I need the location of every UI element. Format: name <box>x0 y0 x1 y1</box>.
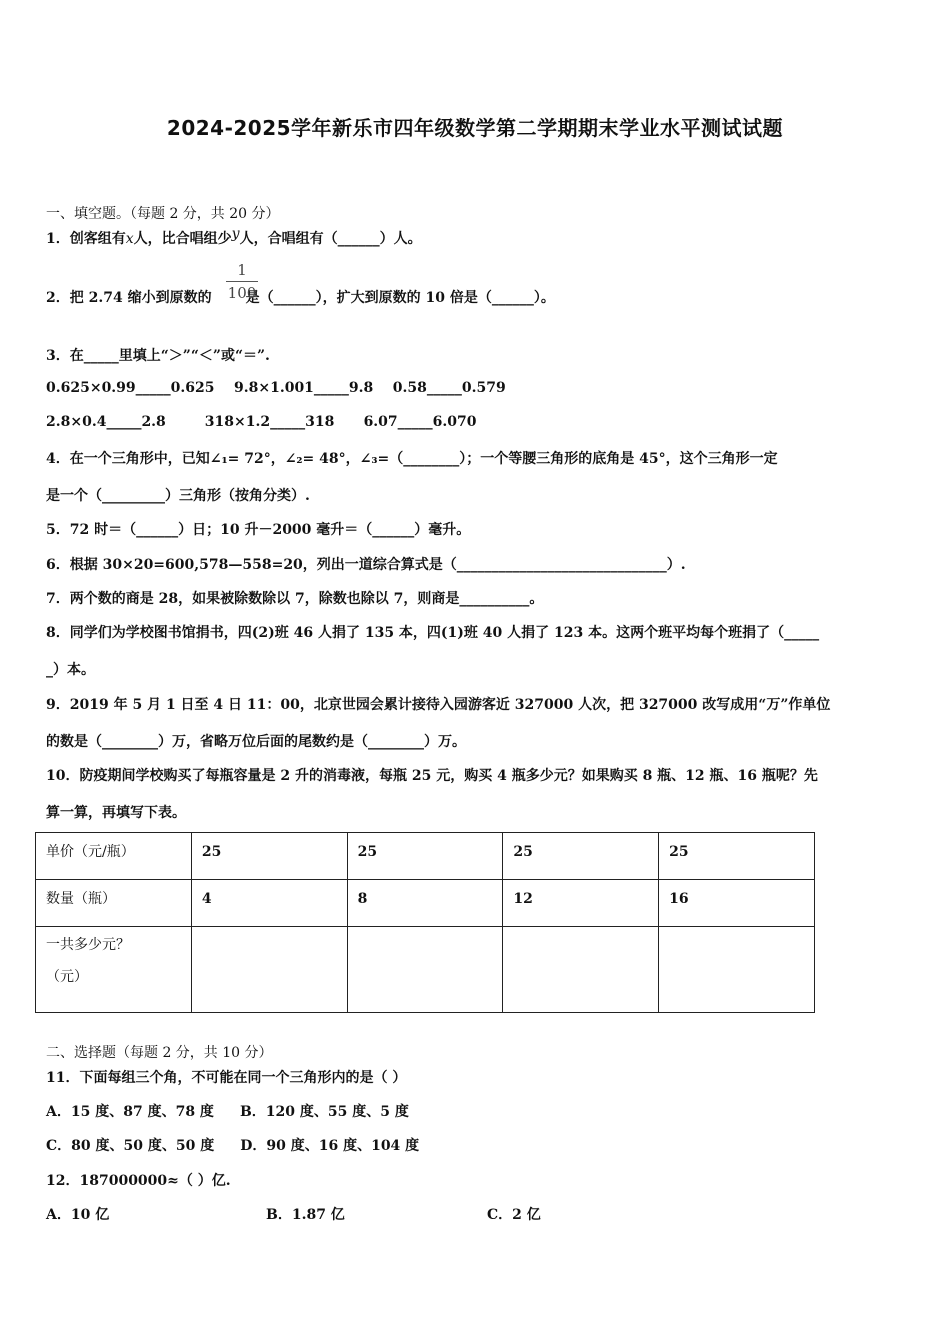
fraction-one-hundredth <box>226 260 258 303</box>
answer-cell[interactable] <box>659 927 815 1013</box>
q1-var-x: x <box>125 231 134 247</box>
table-cell: 25 <box>659 833 815 880</box>
table-cell: 25 <box>347 833 503 880</box>
q1-var-y: y <box>231 226 240 242</box>
question-6: 6．根据 30×20=600,578—558=20，列出一道综合算式是（______________________________）. <box>46 557 686 573</box>
fraction-bar <box>226 281 258 282</box>
question-9-line-2: 的数是（________）万，省略万位后面的尾数约是（________）万。 <box>46 734 466 750</box>
section-1-heading: 一、填空题。（每题 2 分，共 20 分） <box>46 206 280 222</box>
table-row-unit-price <box>36 833 815 880</box>
question-3-stem: 3．在_____里填上“＞”“＜”或“＝”. <box>46 348 270 364</box>
answer-cell[interactable] <box>503 927 659 1013</box>
q11-option-c: C．80 度、50 度、50 度 <box>46 1138 215 1154</box>
q2-part-b: 是（______），扩大到原数的 10 倍是（______）。 <box>245 290 555 306</box>
question-3-row-1: 0.625×0.99_____0.625 9.8×1.001_____9.8 0.58_____0.579 <box>46 380 506 396</box>
table-cell: 12 <box>503 880 659 927</box>
price-table <box>35 832 815 1013</box>
question-4-line-2: 是一个（_________）三角形（按角分类）. <box>46 488 310 504</box>
question-2 <box>46 287 555 307</box>
question-11-options-2 <box>46 1135 419 1155</box>
table-cell: 25 <box>503 833 659 880</box>
answer-cell[interactable] <box>347 927 503 1013</box>
table-row-total <box>36 927 815 1013</box>
fraction-denominator: 100 <box>227 284 257 302</box>
answer-cell[interactable] <box>191 927 347 1013</box>
question-8-line-1: 8．同学们为学校图书馆捐书，四(2)班 46 人捐了 135 本，四(1)班 40 人捐了 123 本。这两个班平均每个班捐了（_____ <box>46 625 820 641</box>
q1-part-b: 人，比合唱组少 <box>133 231 232 247</box>
q12-option-c: C．2 亿 <box>487 1207 541 1223</box>
question-11-stem: 11．下面每组三个角，不可能在同一个三角形内的是（ ） <box>46 1070 407 1086</box>
question-1 <box>46 228 422 248</box>
q1-part-c: 人，合唱组有（______）人。 <box>239 231 422 247</box>
row-label-unit-price: 单价（元/瓶） <box>36 833 192 880</box>
question-8-line-2: _）本。 <box>46 662 95 678</box>
q1-part-a: 1．创客组有 <box>46 231 126 247</box>
row-label-total-line-2: （元） <box>46 969 88 985</box>
q2-part-a: 2．把 2.74 缩小到原数的 <box>46 290 212 306</box>
fraction-numerator: 1 <box>237 261 247 279</box>
table-cell: 16 <box>659 880 815 927</box>
row-label-quantity: 数量（瓶） <box>36 880 192 927</box>
question-4-line-1: 4．在一个三角形中，已知∠₁= 72°，∠₂= 48°，∠₃=（________）；一个等腰三角形的底角是 45°，这个三角形一定 <box>46 451 778 467</box>
question-3-row-2: 2.8×0.4_____2.8 318×1.2_____318 6.07_____6.070 <box>46 414 477 430</box>
table-cell: 4 <box>191 880 347 927</box>
question-10-line-2: 算一算，再填写下表。 <box>46 805 186 821</box>
row-label-total <box>36 927 192 1013</box>
page-title: 2024-2025学年新乐市四年级数学第二学期期末学业水平测试试题 <box>166 116 784 140</box>
table-row-quantity <box>36 880 815 927</box>
q11-option-a: A．15 度、87 度、78 度 <box>46 1104 214 1120</box>
q11-option-b: B．120 度、55 度、5 度 <box>239 1104 409 1120</box>
question-12-stem: 12．187000000≈（ ）亿. <box>46 1173 231 1189</box>
question-9-line-1: 9．2019 年 5 月 1 日至 4 日 11：00，北京世园会累计接待入园游客近 327000 人次，把 327000 改写成用“万”作单位 <box>46 697 831 713</box>
table-cell: 8 <box>347 880 503 927</box>
question-7: 7．两个数的商是 28，如果被除数除以 7，除数也除以 7，则商是__________。 <box>46 591 544 607</box>
question-11-options-1 <box>46 1101 409 1121</box>
table-cell: 25 <box>191 833 347 880</box>
question-5: 5．72 时＝（______）日；10 升－2000 毫升＝（______）毫升。 <box>46 522 471 538</box>
q12-option-b: B．1.87 亿 <box>266 1207 345 1223</box>
row-label-total-line-1: 一共多少元？ <box>46 937 130 953</box>
section-2-heading: 二、选择题（每题 2 分，共 10 分） <box>46 1045 273 1061</box>
question-10-line-1: 10．防疫期间学校购买了每瓶容量是 2 升的消毒液，每瓶 25 元，购买 4 瓶多少元？如果购买 8 瓶、12 瓶、16 瓶呢？先 <box>46 768 818 784</box>
q11-option-d: D．90 度、16 度、104 度 <box>240 1138 420 1154</box>
q12-option-a: A．10 亿 <box>46 1207 110 1223</box>
